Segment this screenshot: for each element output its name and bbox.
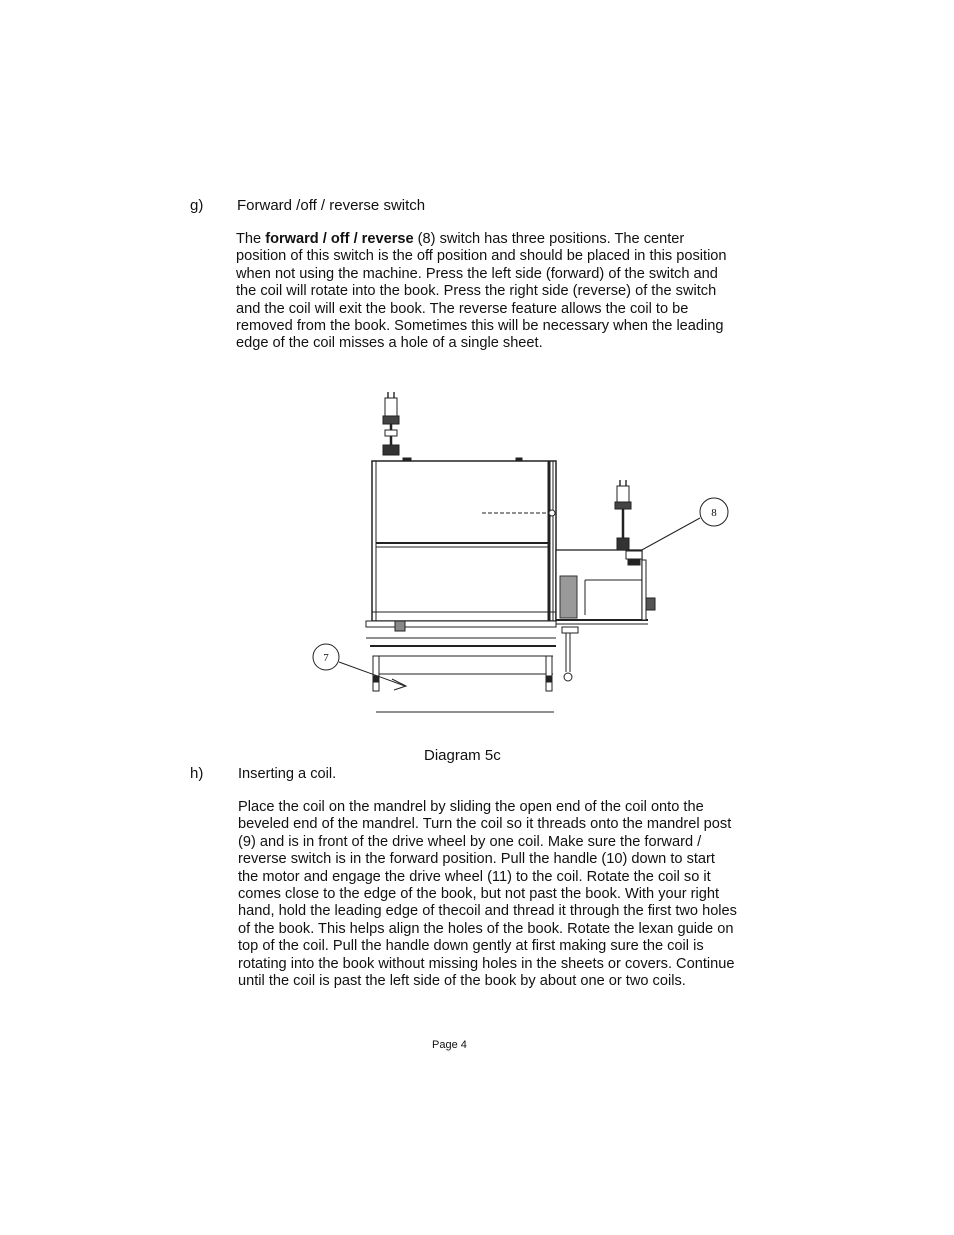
section-g-paragraph xyxy=(236,231,736,353)
section-h-letter: h) xyxy=(190,765,204,782)
main-housing xyxy=(372,458,556,621)
diagram-caption: Diagram 5c xyxy=(424,747,501,764)
left-power-plug-icon xyxy=(383,392,399,455)
base-rollers xyxy=(366,621,556,712)
section-h-heading: Inserting a coil. xyxy=(238,766,337,782)
section-g-heading: Forward /off / reverse switch xyxy=(237,197,426,214)
section-g-letter: g) xyxy=(190,197,204,214)
para-prefix: The xyxy=(236,231,266,247)
forward-reverse-switch-icon xyxy=(626,551,642,565)
section-h-paragraph: Place the coil on the mandrel by sliding the open end of the coil onto the beveled end of the mandrel. Turn the coil so it threads onto the mandrel post (9) and is in front of the drive wheel by one coil. Make sure the forward / reverse switch is in the forward position. Pull the handle (10) down to start the motor and engage the drive wheel (11) to the coil. Rotate the coil so it comes close to the edge of the book, but not past the book. With your right hand, hold the leading edge of thecoil and thread it through the first two holes of the book. This helps align the holes of the book. Rotate the lexan guide on top of the coil. Pull the handle down gently at first making sure the coil is rotating into the book without missing holes in the sheets or covers. Continue until the coil is past the left side of the book by about one or two coils. xyxy=(238,799,737,990)
right-power-plug-icon xyxy=(615,480,631,550)
machine-diagram xyxy=(300,385,770,720)
page-number: Page 4 xyxy=(432,1039,467,1051)
callout-8-leader xyxy=(640,518,700,551)
callout-8-label: 8 xyxy=(711,507,717,519)
callout-7-label: 7 xyxy=(323,652,329,664)
para-rest: (8) switch has three positions. The center position of this switch is the off position and should be placed in this position when not using the machine. Press the left side (forward) of the switch and the coil will rotate into the book. Press the right side (reverse) of the switch and the coil will exit the book. The reverse feature allows the coil to be removed from the book. Sometimes this will be necessary when the leading edge of the coil misses a hole of a single sheet. xyxy=(236,231,727,352)
para-bold-switch-name: forward / off / reverse xyxy=(265,231,414,247)
handle-lever xyxy=(562,627,578,681)
